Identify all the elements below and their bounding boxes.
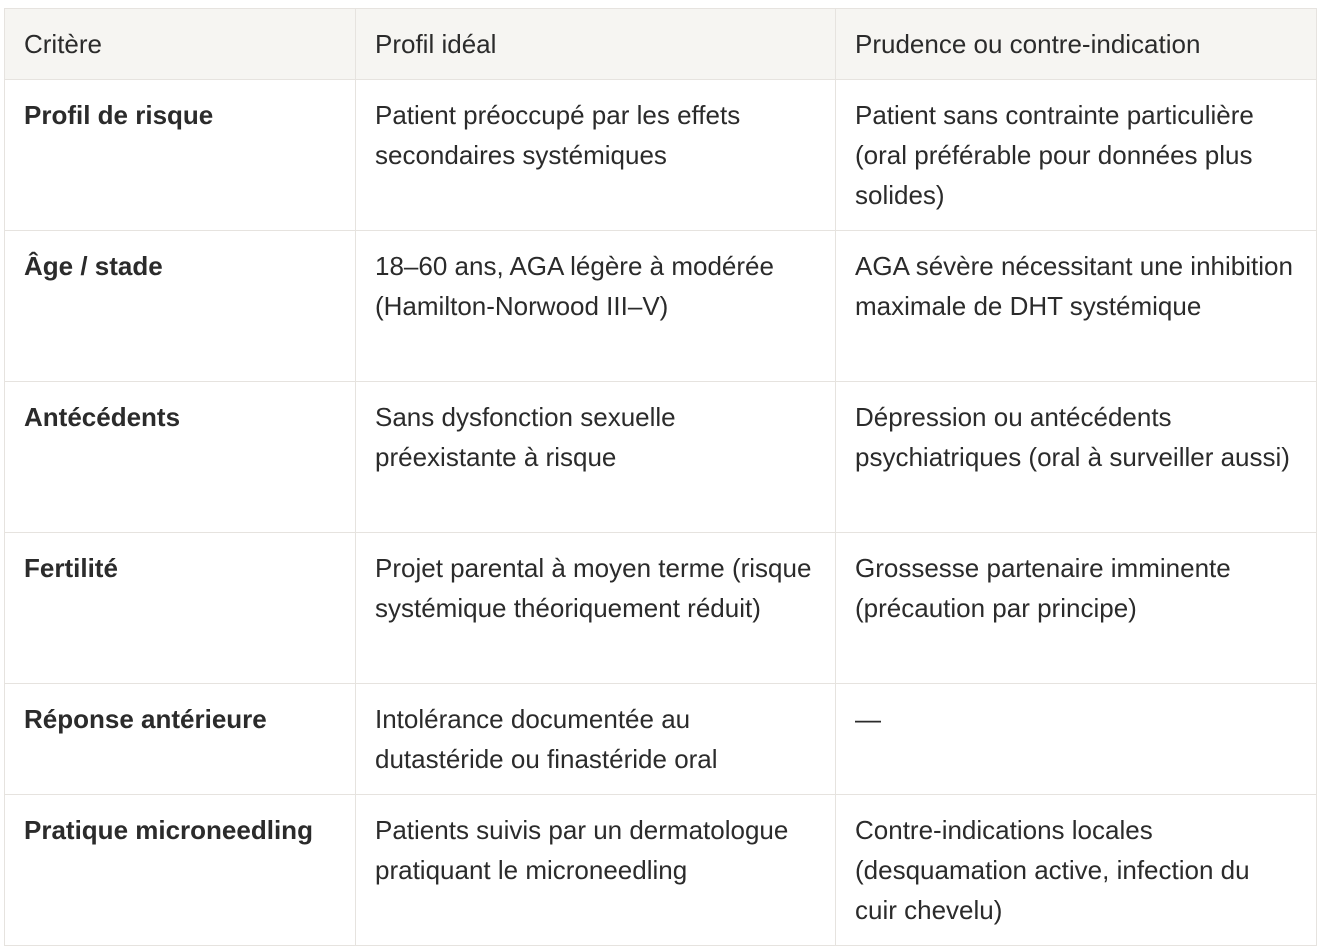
header-caution: Prudence ou contre-indication xyxy=(836,9,1317,80)
table-row xyxy=(5,231,1317,382)
cell-caution: Dépression ou antécédents psychiatriques (oral à surveiller aussi) xyxy=(836,382,1317,533)
cell-ideal: Sans dysfonction sexuelle préexistante à risque xyxy=(356,382,836,533)
cell-caution: Grossesse partenaire imminente (précaution par principe) xyxy=(836,533,1317,684)
cell-ideal: Intolérance documentée au dutastéride ou finastéride oral xyxy=(356,684,836,795)
comparison-table xyxy=(4,8,1317,946)
cell-caution: Patient sans contrainte particulière (oral préférable pour données plus solides) xyxy=(836,80,1317,231)
table-row xyxy=(5,382,1317,533)
comparison-table-container xyxy=(4,8,1316,946)
cell-criterion: Antécédents xyxy=(5,382,356,533)
header-ideal-profile: Profil idéal xyxy=(356,9,836,80)
table-row xyxy=(5,80,1317,231)
cell-ideal: Patients suivis par un dermatologue pratiquant le microneedling xyxy=(356,795,836,946)
cell-ideal: Projet parental à moyen terme (risque systémique théoriquement réduit) xyxy=(356,533,836,684)
table-row xyxy=(5,533,1317,684)
cell-ideal: 18–60 ans, AGA légère à modérée (Hamilton-Norwood III–V) xyxy=(356,231,836,382)
cell-criterion: Réponse antérieure xyxy=(5,684,356,795)
cell-criterion: Profil de risque xyxy=(5,80,356,231)
cell-caution: — xyxy=(836,684,1317,795)
header-criterion: Critère xyxy=(5,9,356,80)
table-row xyxy=(5,684,1317,795)
cell-criterion: Pratique microneedling xyxy=(5,795,356,946)
cell-criterion: Âge / stade xyxy=(5,231,356,382)
cell-caution: AGA sévère nécessitant une inhibition maximale de DHT systémique xyxy=(836,231,1317,382)
cell-caution: Contre-indications locales (desquamation active, infection du cuir chevelu) xyxy=(836,795,1317,946)
table-header-row xyxy=(5,9,1317,80)
table-row xyxy=(5,795,1317,946)
cell-ideal: Patient préoccupé par les effets secondaires systémiques xyxy=(356,80,836,231)
cell-criterion: Fertilité xyxy=(5,533,356,684)
